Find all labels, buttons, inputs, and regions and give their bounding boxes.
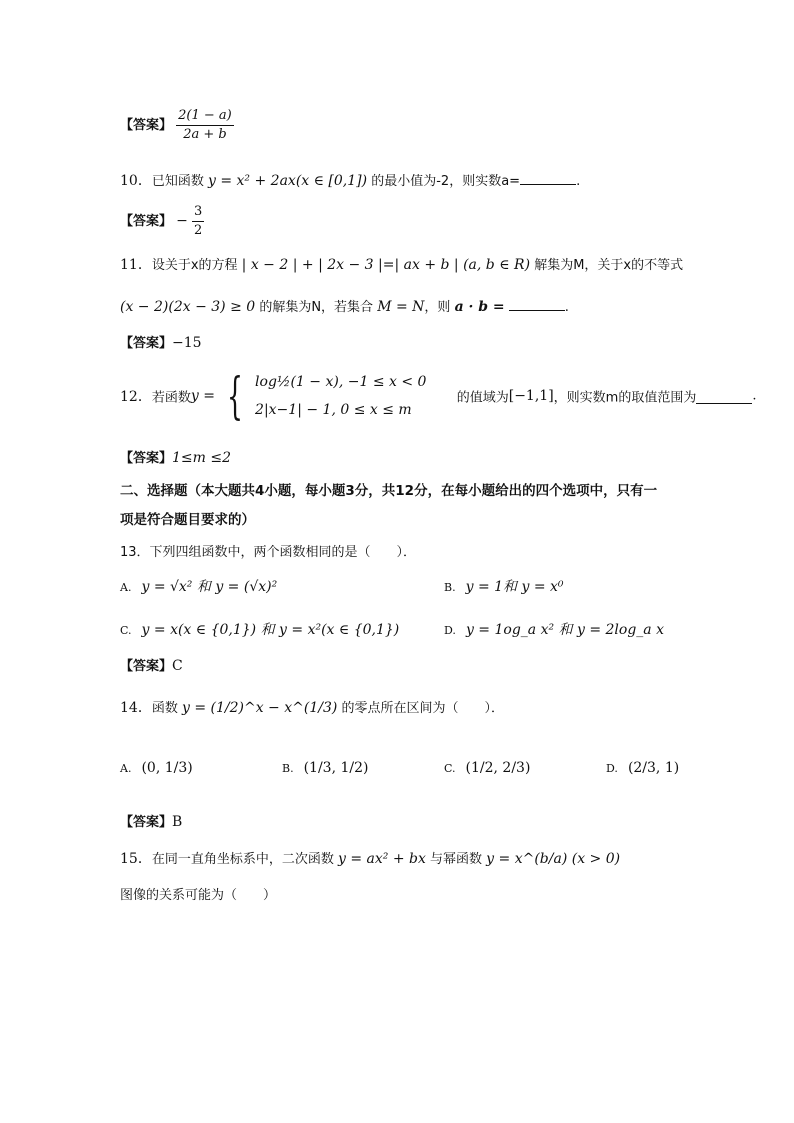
q14-expression: y = (1/2)^x − x^(1/3)	[181, 700, 338, 716]
section-2-heading-line-2: 项是符合题目要求的）	[120, 512, 255, 528]
answer-9	[120, 107, 234, 144]
question-12: 12．若函数y = { log½(1 − x), −1 ≤ x < 0 2|x−1| − 1, 0 ≤ x ≤ m 的值域为[−1,1]，则实数m的取值范围为 .	[120, 367, 757, 425]
q10-expression: y = x² + 2ax(x ∈ [0,1])	[207, 173, 368, 189]
q13-option-c: C. y = x(x ∈ {0,1}) 和 y = x²(x ∈ {0,1})	[120, 622, 400, 638]
q11-inequality: (x − 2)(2x − 3) ≥ 0	[120, 299, 256, 315]
answer-tag: 【答案】	[120, 659, 173, 674]
answer-tag: 【答案】	[120, 451, 173, 466]
q14-option-d: D. (2/3, 1)	[606, 760, 680, 776]
answer-tag: 【答案】	[120, 336, 173, 351]
q13-option-b: B. y = 1和 y = x⁰	[444, 579, 564, 595]
answer-11: 【答案】−15	[120, 335, 202, 351]
answer-tag: 【答案】	[120, 214, 173, 229]
answer-blank	[509, 296, 565, 311]
question-13-stem: 13．下列四组函数中，两个函数相同的是（ ）．	[120, 545, 417, 560]
answer-tag: 【答案】	[120, 118, 173, 133]
answer-13: 【答案】C	[120, 658, 183, 674]
answer-14: 【答案】B	[120, 814, 183, 830]
answer-9-fraction: $\frac{2(1 - a)}{2a + b}$	[178, 108, 232, 142]
section-2-heading-line-1: 二、选择题（本大题共4小题，每小题3分，共12分，在每小题给出的四个选项中，只有一	[120, 483, 658, 499]
question-15-line-1: 15．在同一直角坐标系中，二次函数 y = ax² + bx 与幂函数 y = x^(b/a) (x > 0)	[120, 851, 621, 867]
q11-equation: | x − 2 | + | 2x − 3 |=| ax + b | (a, b ∈ R)	[241, 257, 531, 273]
q13-option-a: A. y = √x² 和 y = (√x)²	[120, 579, 278, 595]
piecewise-cases: log½(1 − x), −1 ≤ x < 0 2|x−1| − 1, 0 ≤ x ≤ m	[255, 374, 427, 418]
question-15-line-2: 图像的关系可能为（ ）	[120, 888, 277, 903]
question-11-line-1: 11．设关于x的方程 | x − 2 | + | 2x − 3 |=| ax + b | (a, b ∈ R) 解集为M，关于x的不等式	[120, 257, 684, 273]
left-brace: {	[227, 367, 243, 425]
answer-10: 【答案】 − $\frac{3}{2}$	[120, 204, 203, 238]
answer-tag: 【答案】	[120, 815, 173, 830]
q13-option-d: D. y = 1og_a x² 和 y = 2log_a x	[444, 622, 664, 638]
answer-blank	[520, 170, 576, 185]
answer-blank	[696, 389, 752, 404]
question-14: 14．函数 y = (1/2)^x − x^(1/3) 的零点所在区间为（ ）．	[120, 700, 504, 716]
question-11-line-2: (x − 2)(2x − 3) ≥ 0 的解集为N，若集合 M = N，则 a · b = .	[120, 296, 569, 315]
question-10: 10．已知函数 y = x² + 2ax(x ∈ [0,1]) 的最小值为-2，则实数a= .	[120, 170, 580, 190]
q14-option-c: C. (1/2, 2/3)	[444, 760, 531, 776]
answer-10-fraction: $\frac{3}{2}$	[194, 204, 203, 238]
q14-option-a: A. (0, 1/3)	[120, 760, 193, 776]
answer-12: 【答案】1≤m ≤2	[120, 450, 232, 466]
q14-option-b: B. (1/3, 1/2)	[282, 760, 369, 776]
